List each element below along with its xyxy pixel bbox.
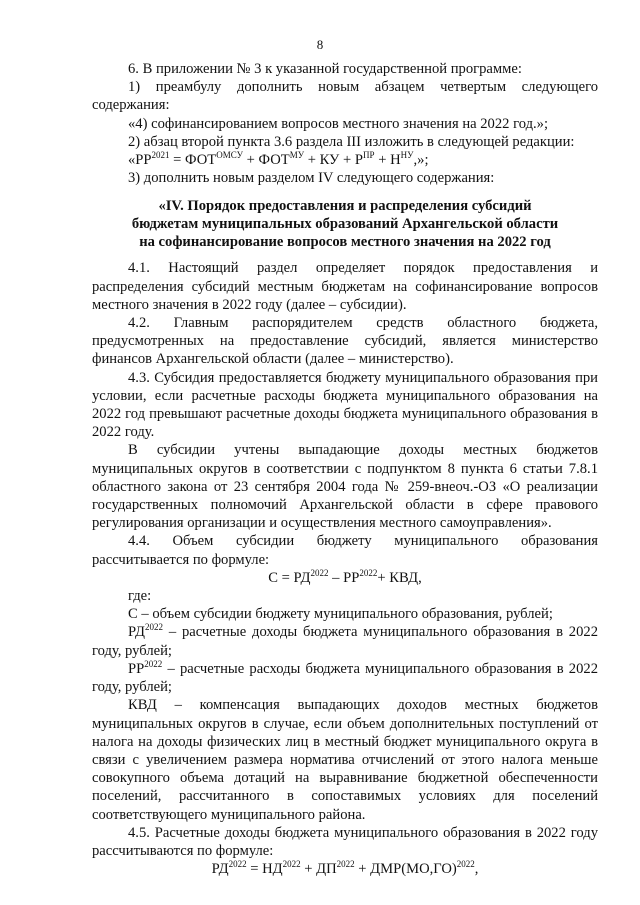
paragraph: 6. В приложении № 3 к указанной государственной программе: xyxy=(128,61,522,77)
paragraph: $РД^{2022}$ – расчетные доходы бюджета муниципального образования в 2022 году, рублей; xyxy=(92,622,598,659)
page-number: 8 xyxy=(316,37,324,52)
paragraph: 4.1. Настоящий раздел определяет порядок предоставления и распределения субсидий местным бюджетам на софинансирование вопросов местного значения в 2022 году (далее – субсидии). xyxy=(92,260,598,313)
paragraph: 4.5. Расчетные доходы бюджета муниципального образования в 2022 году рассчитываются по формуле: xyxy=(92,824,598,859)
paragraph: $РД^{2022} = НД^{2022} + ДП^{2022} + ДМР(МО,ГО)^{2022}$, xyxy=(211,859,479,878)
section-heading-line: «IV. Порядок предоставления и распределения субсидий xyxy=(158,198,532,215)
paragraph: «$РР^{2021} = ФОТ^{ОМСУ} + ФОТ^{МУ}$ + КУ + $Р^{ПР} + Н^{НУ}$,»; xyxy=(128,150,429,169)
paragraph: $С = РД^{2022} - РР^{2022}+$ КВД, xyxy=(268,567,422,586)
section-heading xyxy=(92,197,598,251)
section-heading-line: на софинансирование вопросов местного значения на 2022 год xyxy=(139,234,551,251)
section-heading-line: бюджетам муниципальных образований Архангельской области xyxy=(131,216,559,233)
paragraph: $РР^{2022}$ – расчетные расходы бюджета муниципального образования в 2022 году, рублей; xyxy=(92,658,598,696)
paragraph: 1) преамбулу дополнить новым абзацем четвертым следующего xyxy=(128,79,598,96)
paragraph: 3) дополнить новым разделом IV следующего содержания: xyxy=(128,170,495,187)
paragraph: 2) абзац второй пункта 3.6 раздела III изложить в следующей редакции: xyxy=(128,133,575,150)
paragraph: КВД – компенсация выпадающих доходов местных бюджетов муниципальных округов в случае, если объем дополнительных поступлений от налога на доходы физических лиц в местный бюджет муниципального округа в связи с увеличением размера норматива отчислений от этого налога меньше совокупного объема дотаций на выравнивание бюджетной обеспеченности поселений, рассчитанного в сопоставимых условиях для поселений соответствующего муниципального района. xyxy=(92,697,598,823)
paragraph: 4.4. Объем субсидии бюджету муниципального образования рассчитывается по формуле: xyxy=(92,533,598,568)
paragraph: где: xyxy=(128,588,152,605)
amendment-items xyxy=(92,60,598,187)
document-body xyxy=(92,60,598,878)
paragraph: содержания: xyxy=(92,97,170,114)
paragraph: В субсидии учтены выпадающие доходы местных бюджетов муниципальных округов в соответствии с подпунктом 8 пункта 6 статьи 7.8.1 областного закона от 23 сентября 2004 года № 259-внеоч.-ОЗ «О реализации государственных полномочий Архангельской области в сфере правового регулирования организации и осуществления местного самоуправления». xyxy=(92,442,598,532)
section-body xyxy=(92,259,598,878)
paragraph: 4.3. Субсидия предоставляется бюджету муниципального образования при условии, если расчетные расходы бюджета муниципального образования на 2022 год превышают расчетные доходы бюджета муниципального образования в 2022 году. xyxy=(92,369,598,441)
paragraph: С – объем субсидии бюджету муниципального образования, рублей; xyxy=(128,606,553,623)
paragraph: «4) софинансированием вопросов местного значения на 2022 год.»; xyxy=(128,115,549,132)
paragraph: 4.2. Главным распорядителем средств областного бюджета, предусмотренных на предоставление субсидий, является министерство финансов Архангельской области (далее – министерство). xyxy=(92,315,598,368)
